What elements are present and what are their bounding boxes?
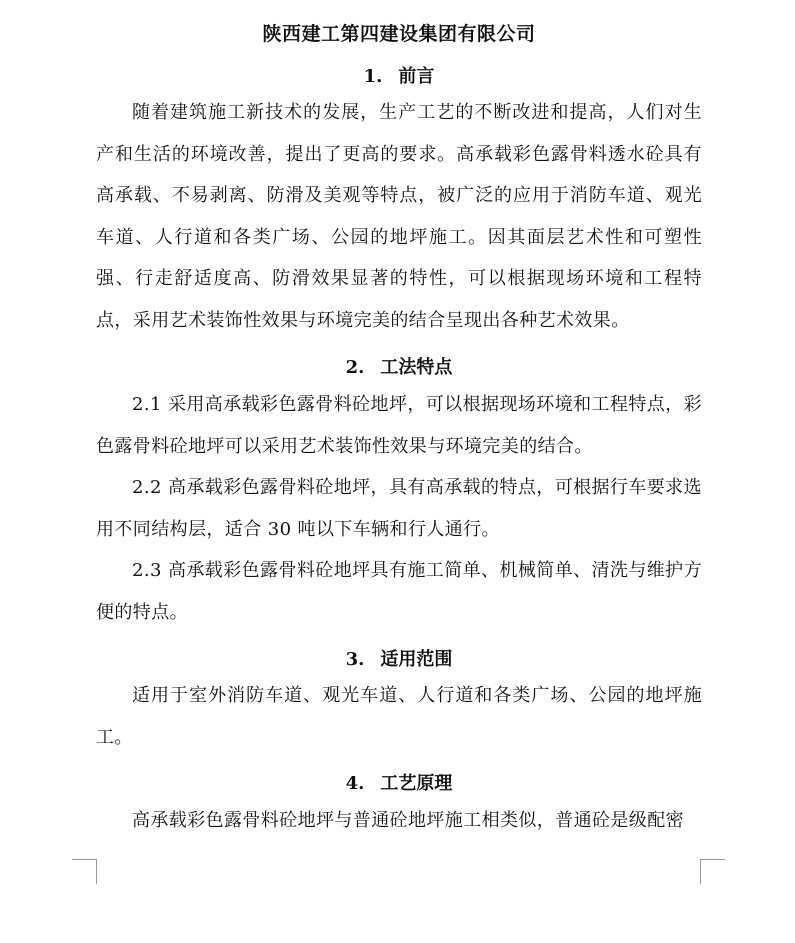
section-number: 3. [345, 649, 365, 670]
section-heading-4 [96, 769, 702, 795]
paragraph: 适用于室外消防车道、观光车道、人行道和各类广场、公园的地坪施工。 [96, 685, 702, 748]
section-title: 前言 [398, 66, 435, 87]
page-corner-mark-left [72, 859, 97, 884]
section-number: 2. [345, 357, 365, 378]
section-title: 工法特点 [380, 357, 453, 378]
paragraph: 2.2 高承载彩色露骨料砼地坪，具有高承载的特点，可根据行车要求选用不同结构层，适合 30 吨以下车辆和行人通行。 [96, 477, 702, 540]
paragraph: 随着建筑施工新技术的发展，生产工艺的不断改进和提高，人们对生产和生活的环境改善，提出了更高的要求。高承载彩色露骨料透水砼具有高承载、不易剥离、防滑及美观等特点，被广泛的应用于消防车道、观光车道、人行道和各类广场、公园的地坪施工。因其面层艺术性和可塑性强、行走舒适度高、防滑效果显著的特性，可以根据现场环境和工程特点，采用艺术装饰性效果与环境完美的结合呈现出各种艺术效果。 [96, 102, 702, 331]
section-heading-2 [96, 353, 702, 379]
section-number: 4. [345, 773, 365, 794]
paragraph: 高承载彩色露骨料砼地坪与普通砼地坪施工相类似，普通砼是级配密 [132, 810, 684, 831]
section-title: 适用范围 [380, 649, 453, 670]
page-corner-mark-right [700, 859, 725, 884]
document-title: 陕西建工第四建设集团有限公司 [262, 23, 536, 45]
paragraph: 2.1 采用高承载彩色露骨料砼地坪，可以根据现场环境和工程特点，彩色露骨料砼地坪可以采用艺术装饰性效果与环境完美的结合。 [96, 394, 702, 457]
section-number: 1. [363, 66, 383, 87]
paragraph: 2.3 高承载彩色露骨料砼地坪具有施工简单、机械简单、清洗与维护方便的特点。 [96, 560, 702, 623]
section-heading-1 [96, 62, 702, 88]
section-title: 工艺原理 [380, 773, 453, 794]
section-heading-3 [96, 645, 702, 671]
